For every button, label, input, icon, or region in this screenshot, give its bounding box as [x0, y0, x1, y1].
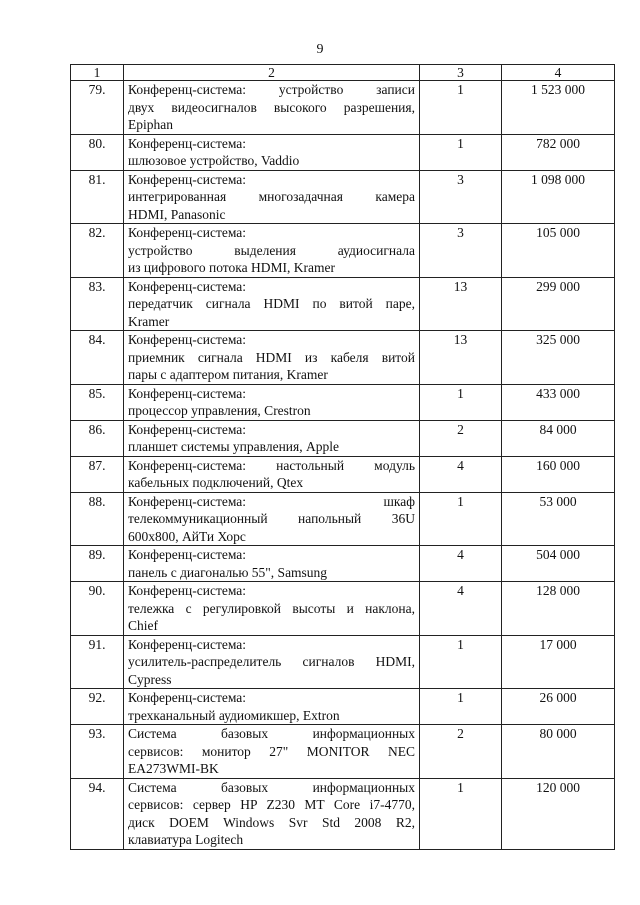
item-description — [124, 420, 420, 456]
row-number: 85. — [71, 384, 124, 420]
items-table — [70, 64, 615, 850]
row-number: 88. — [71, 492, 124, 546]
description-line: Конференц-система: — [128, 636, 247, 652]
table-row — [71, 778, 615, 849]
item-price: 53 000 — [502, 492, 615, 546]
item-price: 299 000 — [502, 277, 615, 331]
item-description — [124, 725, 420, 779]
item-price: 80 000 — [502, 725, 615, 779]
item-quantity: 1 — [420, 689, 502, 725]
table-row — [71, 384, 615, 420]
item-price: 120 000 — [502, 778, 615, 849]
row-number: 84. — [71, 331, 124, 385]
item-price: 17 000 — [502, 635, 615, 689]
item-quantity: 1 — [420, 81, 502, 135]
row-number: 79. — [71, 81, 124, 135]
item-description — [124, 81, 420, 135]
description-line: HDMI, Panasonic — [128, 206, 226, 222]
description-line: Cypress — [128, 671, 172, 687]
column-header: 3 — [420, 65, 502, 81]
description-line: устройство выделения аудиосигнала — [128, 242, 415, 258]
row-number: 92. — [71, 689, 124, 725]
description-line: кабельных подключений, Qtex — [128, 475, 304, 490]
item-quantity: 1 — [420, 635, 502, 689]
description-line: Конференц-система: шкаф — [128, 493, 415, 509]
column-header: 1 — [71, 65, 124, 81]
row-number: 91. — [71, 635, 124, 689]
column-header: 2 — [124, 65, 420, 81]
item-quantity: 2 — [420, 420, 502, 456]
description-line: Система базовых информационных — [128, 779, 415, 795]
table-row — [71, 170, 615, 224]
item-description — [124, 277, 420, 331]
row-number: 90. — [71, 582, 124, 636]
description-line: Конференц-система: — [128, 583, 247, 598]
page-number: 9 — [316, 42, 324, 57]
description-line: Конференц-система: — [128, 385, 247, 401]
row-number: 83. — [71, 277, 124, 331]
description-line: 600x800, АйТи Хорс — [128, 528, 246, 544]
description-line: сервисов: сервер HP Z230 MT Core i7-4770, — [128, 797, 415, 812]
item-price: 128 000 — [502, 582, 615, 636]
item-description — [124, 331, 420, 385]
item-price: 782 000 — [502, 134, 615, 170]
item-quantity: 1 — [420, 492, 502, 546]
item-price: 1 523 000 — [502, 81, 615, 135]
item-price: 504 000 — [502, 546, 615, 582]
description-line: пары с адаптером питания, Kramer — [128, 367, 328, 382]
description-line: Система базовых информационных — [128, 726, 415, 741]
item-description — [124, 384, 420, 420]
table-row — [71, 277, 615, 331]
description-line: двух видеосигналов высокого разрешения, — [128, 99, 415, 115]
row-number: 80. — [71, 134, 124, 170]
description-line: EA273WMI-BK — [128, 761, 219, 776]
item-price: 84 000 — [502, 420, 615, 456]
item-description — [124, 492, 420, 546]
description-line: интегрированная многозадачная камера — [128, 189, 415, 204]
description-line: планшет системы управления, Apple — [128, 439, 339, 454]
description-line: клавиатура Logitech — [128, 832, 244, 847]
description-line: Конференц-система: — [128, 135, 247, 151]
item-price: 325 000 — [502, 331, 615, 385]
table-row — [71, 689, 615, 725]
item-quantity: 4 — [420, 546, 502, 582]
table-row — [71, 420, 615, 456]
item-quantity: 1 — [420, 778, 502, 849]
table-row — [71, 81, 615, 135]
table-row — [71, 492, 615, 546]
item-description — [124, 170, 420, 224]
item-description — [124, 635, 420, 689]
table-row — [71, 582, 615, 636]
description-line: Конференц-система: устройство записи — [128, 82, 415, 97]
description-line: Конференц-система: — [128, 171, 247, 187]
item-price: 26 000 — [502, 689, 615, 725]
row-number: 82. — [71, 224, 124, 278]
item-description — [124, 582, 420, 636]
item-price: 1 098 000 — [502, 170, 615, 224]
row-number: 81. — [71, 170, 124, 224]
description-line: Chief — [128, 618, 158, 633]
table-row — [71, 456, 615, 492]
description-line: Конференц-система: — [128, 421, 247, 437]
item-description — [124, 546, 420, 582]
row-number: 89. — [71, 546, 124, 582]
item-quantity: 3 — [420, 170, 502, 224]
description-line: тележка с регулировкой высоты и наклона, — [128, 600, 415, 616]
table-row — [71, 725, 615, 779]
table-row — [71, 546, 615, 582]
table-row — [71, 635, 615, 689]
description-line: трехканальный аудиомикшер, Extron — [128, 707, 340, 723]
item-description — [124, 456, 420, 492]
description-line: Конференц-система: — [128, 225, 247, 240]
row-number: 93. — [71, 725, 124, 779]
description-line: Конференц-система: — [128, 690, 247, 705]
description-line: усилитель-распределитель сигналов HDMI, — [128, 654, 415, 669]
description-line: Kramer — [128, 313, 170, 329]
item-quantity: 13 — [420, 331, 502, 385]
item-quantity: 3 — [420, 224, 502, 278]
description-line: сервисов: монитор 27" MONITOR NEC — [128, 743, 415, 759]
item-price: 160 000 — [502, 456, 615, 492]
item-quantity: 4 — [420, 582, 502, 636]
column-header: 4 — [502, 65, 615, 81]
table-row — [71, 224, 615, 278]
description-line: Конференц-система: настольный модуль — [128, 457, 415, 473]
description-line: Epiphan — [128, 117, 173, 132]
description-line: передатчик сигнала HDMI по витой паре, — [128, 296, 415, 311]
item-quantity: 13 — [420, 277, 502, 331]
item-quantity: 4 — [420, 456, 502, 492]
description-line: телекоммуникационный напольный 36U — [128, 511, 415, 526]
description-line: диск DOEM Windows Svr Std 2008 R2, — [128, 814, 415, 830]
row-number: 94. — [71, 778, 124, 849]
description-line: Конференц-система: — [128, 332, 247, 347]
item-description — [124, 224, 420, 278]
item-description — [124, 778, 420, 849]
description-line: шлюзовое устройство, Vaddio — [128, 153, 300, 168]
row-number: 86. — [71, 420, 124, 456]
item-description — [124, 134, 420, 170]
description-line: Конференц-система: — [128, 278, 247, 294]
description-line: Конференц-система: — [128, 547, 247, 562]
description-line: процессор управления, Crestron — [128, 403, 311, 418]
description-line: панель с диагональю 55", Samsung — [128, 564, 328, 580]
item-description — [124, 689, 420, 725]
table-header-row — [71, 65, 615, 81]
table-row — [71, 331, 615, 385]
table-row — [71, 134, 615, 170]
item-quantity: 2 — [420, 725, 502, 779]
description-line: из цифрового потока HDMI, Kramer — [128, 260, 335, 275]
item-price: 105 000 — [502, 224, 615, 278]
item-price: 433 000 — [502, 384, 615, 420]
row-number: 87. — [71, 456, 124, 492]
item-quantity: 1 — [420, 134, 502, 170]
item-quantity: 1 — [420, 384, 502, 420]
description-line: приемник сигнала HDMI из кабеля витой — [128, 349, 415, 365]
